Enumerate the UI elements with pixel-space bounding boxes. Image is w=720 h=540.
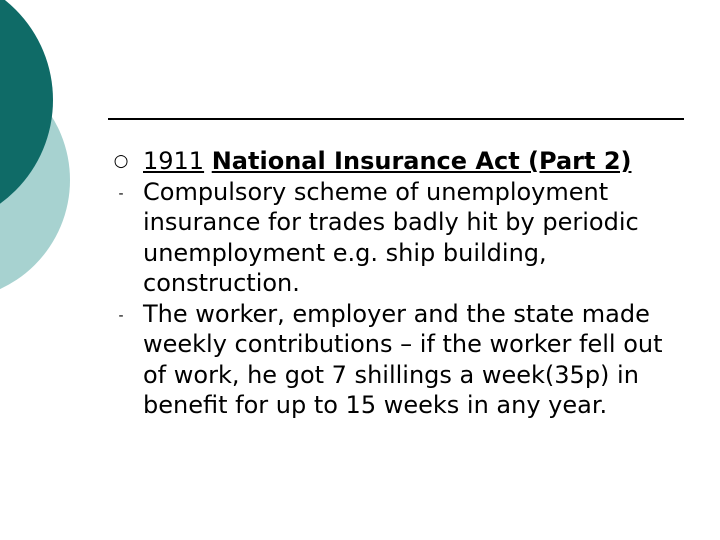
act-year: 1911 [143, 147, 205, 175]
title-divider-line [108, 118, 684, 120]
dash-bullet-icon: - [118, 307, 124, 324]
slide-body [110, 146, 690, 421]
bullet-point-contributions [110, 299, 690, 421]
heading-item [110, 146, 690, 177]
hollow-circle-bullet-icon: ○ [113, 151, 129, 171]
bullet-text: Compulsory scheme of unemployment insurance for trades badly hit by periodic unemployment e.g. ship building, construction. [143, 177, 639, 297]
bullet-point-scheme [110, 177, 690, 299]
act-title: National Insurance Act (Part 2) [211, 147, 632, 175]
dash-bullet-icon: - [118, 185, 124, 202]
decorative-circles [0, 0, 120, 300]
bullet-text: The worker, employer and the state made weekly contributions – if the worker fell out of work, he got 7 shillings a week(35p) in benefit for up to 15 weeks in any year. [143, 299, 663, 419]
